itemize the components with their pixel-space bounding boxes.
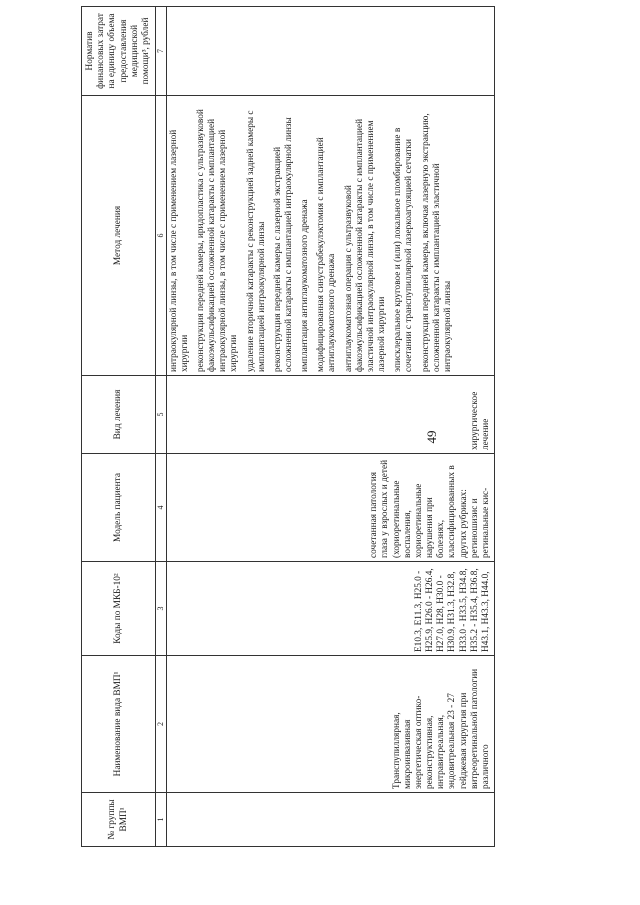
header-cost-standard: Норматив финансовых затрат на единицу объема предоставления медицинской помощи³, рублей bbox=[82, 7, 156, 96]
column-number: 1 bbox=[156, 793, 167, 847]
column-number: 7 bbox=[156, 7, 167, 96]
cell-group-number bbox=[166, 793, 494, 847]
header-patient-model: Модель пациента bbox=[82, 454, 156, 562]
header-treatment-method: Метод лечения bbox=[82, 96, 156, 376]
treatment-method-item: реконструкция передней камеры, включая лазерную экстракцию, осложненной катаракты с имплантацией эластичной интраокулярной линзы bbox=[420, 113, 453, 372]
treatment-method-item: антиглаукоматозная операция с ультразвуковой факоэмульсификацией осложненной катаракты с имплантацией эластичной интраокулярной линзы, в том числе с применением лазерной хирургии bbox=[343, 118, 388, 372]
cell-patient-model: сочетанная патология глаза у взрослых и детей (хориоретинальные воспаления, хориоретинальные нарушения при болезнях, классифицированных в других рубриках: ретиношизис и ретинальные кис- bbox=[166, 454, 494, 562]
cell-vmp-name: Транспупиллярная, микроинвазивная энергетическая оптико-реконструктивная, интравитреальная, эндовитреальная 23 - 27 гейджевая хирургия при витреоретинальной патологии различного bbox=[166, 656, 494, 793]
cell-cost-standard bbox=[166, 7, 494, 96]
header-icd-codes: Коды по МКБ-10² bbox=[82, 562, 156, 656]
header-treatment-type: Вид лечения bbox=[82, 376, 156, 454]
column-number: 3 bbox=[156, 562, 167, 656]
column-number: 5 bbox=[156, 376, 167, 454]
column-number: 2 bbox=[156, 656, 167, 793]
page-number: 49 bbox=[424, 430, 439, 444]
header-group-number: № группы ВМП¹ bbox=[82, 793, 156, 847]
cell-icd-codes: E10.3, E11.3, H25.0 - H25.9, H26.0 - H26.4, H27.0, H28, H30.0 - H30.9, H31.3, H32.8, H33.0 - H33.5, H34.8, H35.2 - H35.4, H36.8, H43.1, H43.3, H44.0, bbox=[166, 562, 494, 656]
treatment-method-item: удаление вторичной катаракты с реконструкцией задней камеры с имплантацией интраокулярной линзы bbox=[245, 110, 267, 372]
table-row bbox=[166, 7, 494, 847]
treatment-method-item: эписклеральное круговое и (или) локальное пломбирование в сочетании с транспупиллярной лазеркоагуляцией сетчатки bbox=[393, 127, 415, 372]
cell-treatment-type: хирургическое лечение bbox=[166, 376, 494, 454]
treatment-method-item: имплантация антиглаукоматозного дренажа bbox=[300, 199, 311, 372]
column-number-row bbox=[156, 7, 167, 847]
treatment-method-item: модифицированная синустрабекулэктомия с имплантацией антиглаукоматозного дренажа bbox=[316, 137, 338, 372]
header-vmp-name: Наименование вида ВМП¹ bbox=[82, 656, 156, 793]
column-number: 6 bbox=[156, 96, 167, 376]
treatment-method-item: реконструкция передней камеры, иридопластика с ультразвуковой факоэмульсификацией осложненной катаракты с имплантацией интраокулярной линзы, в том числе с применением лазерной хирургии bbox=[195, 109, 240, 372]
rotated-table-container bbox=[81, 7, 495, 847]
treatment-method-item: реконструкция передней камеры с лазерной экстракцией осложненной катаракты с имплантацией интраокулярной линзы bbox=[272, 117, 294, 372]
cell-treatment-methods bbox=[166, 96, 494, 376]
treatment-table bbox=[81, 6, 495, 847]
header-row bbox=[82, 7, 156, 847]
column-number: 4 bbox=[156, 454, 167, 562]
treatment-method-item: интраокулярной линзы, в том числе с применением лазерной хирургии bbox=[168, 129, 190, 372]
